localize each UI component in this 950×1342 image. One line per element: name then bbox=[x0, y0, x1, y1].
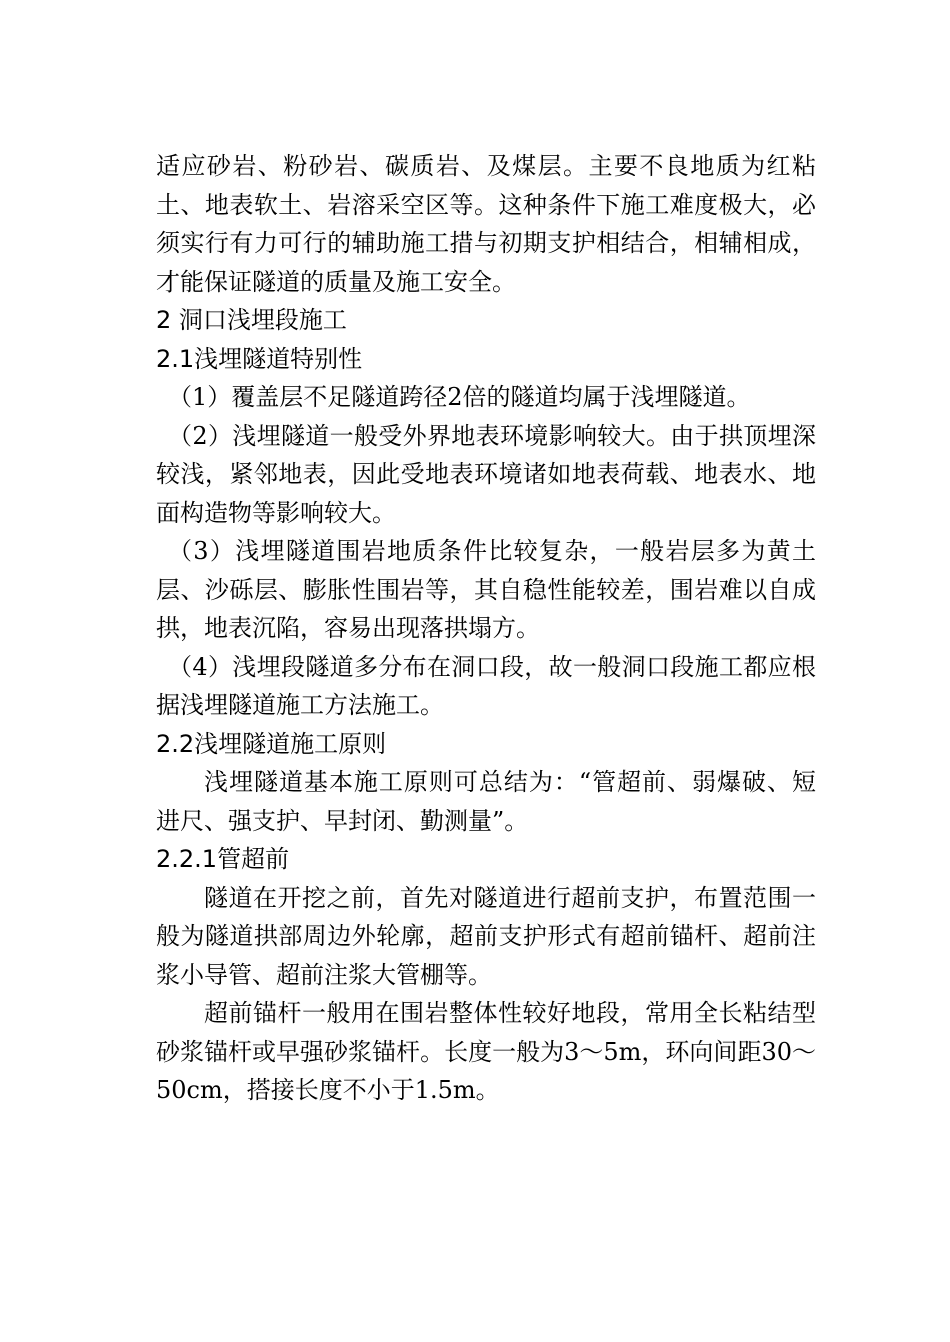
item-paragraph-3: （3）浅埋隧道围岩地质条件比较复杂，一般岩层多为黄土层、沙砾层、膨胀性围岩等，其自稳性能较差，围岩难以自成拱，地表沉陷，容易出现落拱塌方。 bbox=[156, 537, 816, 642]
intro-paragraph: 适应砂岩、粉砂岩、碳质岩、及煤层。主要不良地质为红粘土、地表软土、岩溶采空区等。这种条件下施工难度极大，必须实行有力可行的辅助施工措与初期支护相结合，相辅相成，才能保证隧道的质量及施工安全。 bbox=[156, 152, 816, 296]
section-heading-2-2: 2.2浅埋隧道施工原则 bbox=[156, 729, 387, 758]
section-heading-2: 2 洞口浅埋段施工 bbox=[156, 306, 347, 334]
section-heading-2-2-1: 2.2.1管超前 bbox=[156, 845, 290, 873]
item-paragraph-4: （4）浅埋段隧道多分布在洞口段，故一般洞口段施工都应根据浅埋隧道施工方法施工。 bbox=[156, 652, 816, 719]
item-paragraph-1: （1）覆盖层不足隧道跨径2倍的隧道均属于浅埋隧道。 bbox=[168, 383, 751, 411]
advance-support-paragraph: 隧道在开挖之前，首先对隧道进行超前支护，布置范围一般为隧道拱部周边外轮廓，超前支护形式有超前锚杆、超前注浆小导管、超前注浆大管棚等。 bbox=[156, 883, 816, 989]
principle-paragraph: 浅埋隧道基本施工原则可总结为：“管超前、弱爆破、短进尺、强支护、早封闭、勤测量”。 bbox=[156, 768, 816, 835]
anchor-bolt-paragraph: 超前锚杆一般用在围岩整体性较好地段，常用全长粘结型砂浆锚杆或早强砂浆锚杆。长度一般为3～5m，环向间距30～50cm，搭接长度不小于1.5m。 bbox=[156, 999, 816, 1104]
document-page bbox=[156, 147, 816, 1110]
item-paragraph-2: （2）浅埋隧道一般受外界地表环境影响较大。由于拱顶埋深较浅，紧邻地表，因此受地表环境诸如地表荷载、地表水、地面构造物等影响较大。 bbox=[156, 421, 816, 527]
section-heading-2-1: 2.1浅埋隧道特别性 bbox=[156, 344, 363, 373]
